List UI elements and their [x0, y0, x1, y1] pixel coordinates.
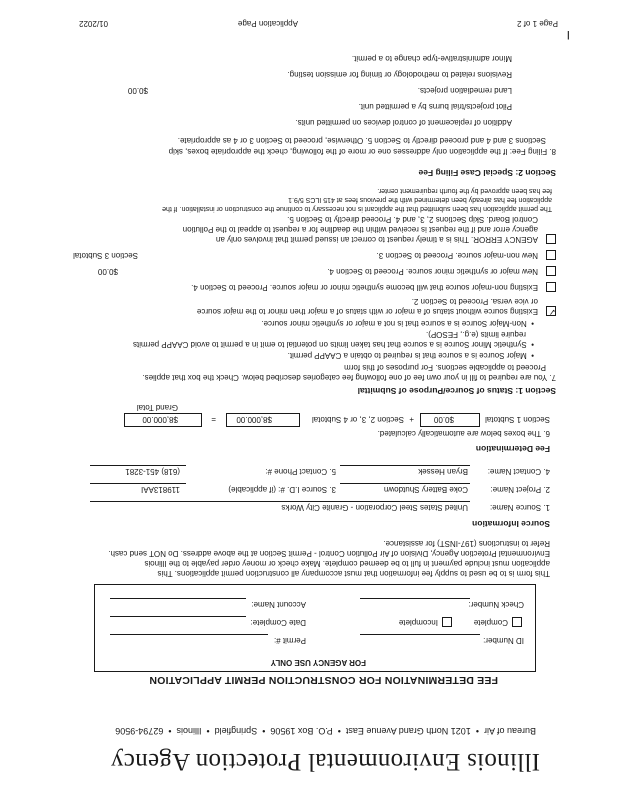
option-agency-error-cont1: agency error and if the request is received within the deadline for a request to appeal to the Pollution: [182, 225, 538, 234]
incomplete-checkbox[interactable]: [442, 617, 452, 627]
address-pobox: P.O. Box 19506: [270, 726, 333, 736]
filing-item-5: Minor administrative-type change to a permit.: [351, 54, 512, 63]
footer-page-number: Page 1 of 2: [517, 19, 558, 28]
option-agency-error-checkbox[interactable]: [546, 234, 556, 244]
contact-phone-line: [90, 465, 186, 466]
contact-phone-value: (618) 451-3281: [125, 467, 180, 476]
question-8: 8. Filing Fee: If the application only addresses one or more of the following, check the appropriate boxes, skip: [168, 147, 556, 156]
project-name-line: [340, 483, 470, 484]
option-existing-nonmajor-text: Existing non-major source that will become synthetic minor or major source. Proceed to Section 4.: [191, 283, 538, 292]
account-name: Account Name:: [251, 600, 306, 609]
definition-synthetic: • Synthetic Minor Source is a source that has taken limits on potential to emit in a permit to avoid CAAPP permits: [132, 340, 534, 349]
definition-synthetic-text: Synthetic Minor Source is a source that has taken limits on potential to emit in a permit to avoid CAAPP permits: [132, 340, 527, 349]
checkmark-icon: ✓: [548, 307, 556, 317]
section1-subtotal-value: $0.00: [433, 415, 454, 424]
footer-date: 01/2022: [79, 19, 108, 28]
source-name-label: 1. Source Name:: [489, 503, 550, 512]
source-info-heading: Source Information: [472, 519, 550, 529]
option-new-major-checkbox[interactable]: [546, 266, 556, 276]
project-name-label: 2. Project Name:: [490, 485, 550, 494]
address-city: Springfield: [214, 726, 258, 736]
definition-synthetic-cont: require limits (e.g., FESOP).: [425, 330, 526, 339]
definition-nonmajor-text: Non-Major Source is a source that is not a major or synthetic minor source.: [261, 319, 527, 328]
intro-line-4: Refer to instructions (197-INST) for assistance.: [383, 539, 550, 548]
complete-checkbox[interactable]: [512, 617, 522, 627]
boxes-note: 6. The boxes below are automatically calculated.: [377, 429, 550, 438]
option-agency-error-cont2: Control Board. Skip Sections 2, 3, and 4. Proceed directly to Section 5.: [287, 215, 538, 224]
agency-address: Bureau of Air • 1021 North Grand Avenue East • P.O. Box 19506 • Springfield • Illinois • 62794-9506: [115, 726, 536, 736]
contact-name-label: 4. Contact Name:: [487, 467, 550, 476]
source-name-line: [90, 501, 470, 502]
plus-sign: +: [409, 415, 414, 424]
agency-title: Illinois Environmental Protection Agency: [110, 748, 540, 775]
form-title: FEE DETERMINATION FOR CONSTRUCTION PERMIT APPLICATION: [149, 674, 498, 686]
contact-phone-label: 5. Contact Phone #:: [265, 467, 336, 476]
source-id-line: [90, 483, 186, 484]
id-number-label: ID Number:: [483, 636, 524, 645]
complete-label: Complete: [473, 618, 508, 627]
filing-item-4: Revisions related to methodology or timing for emission testing.: [287, 70, 512, 79]
section1-subtotal-label: Section 1 Subtotal: [485, 415, 550, 424]
grand-total-value: $8,000.00: [142, 415, 178, 424]
definition-nonmajor: • Non-Major Source is a source that is not a major or synthetic minor source.: [261, 319, 534, 328]
contact-name-value: Bryan Hessek: [418, 467, 468, 476]
permit-label: Permit #:: [273, 636, 306, 645]
date-complete-line: [110, 616, 246, 617]
address-street: 1021 North Grand Avenue East: [345, 726, 471, 736]
section1-heading: Section 1: Status of Source/Purpose of Submittal: [357, 386, 556, 396]
section3-reference: Section 3 Subtotal: [73, 251, 138, 260]
equals-sign: =: [211, 415, 216, 424]
section234-subtotal-value: $8,000.00: [236, 415, 272, 424]
fee-approval-note-2: application fee has already been determined with the previous fees at 415 ILCS 5/9.1: [288, 196, 552, 203]
grand-total-label: Grand Total: [136, 403, 178, 412]
proceed-note: Proceed to applicable sections. For purposes of this form: [344, 363, 546, 372]
check-number: Check Number:: [468, 600, 524, 609]
intro-line-1: This form is to be used to supply fee information that must accompany all construction permit applications. This: [157, 569, 550, 578]
filing-item-3: Land remediation projects.: [417, 86, 512, 95]
option-new-nonmajor-checkbox[interactable]: [546, 250, 556, 260]
option-agency-error-text: AGENCY ERROR. This is a timely request to correct an issued permit that involves only an: [215, 235, 538, 244]
section234-subtotal-label: Section 2, 3, or 4 Subtotal: [311, 415, 404, 424]
footer-mark: I: [566, 28, 570, 42]
fee-approval-note-3: fee has been approved by the fourth requirement center.: [377, 187, 552, 194]
contact-name-line: [340, 465, 470, 466]
filing-item-1: Addition of replacement of control devices on permitted units.: [295, 118, 512, 127]
date-complete: Date Complete:: [250, 618, 306, 627]
agency-use-heading: FOR AGENCY USE ONLY: [270, 658, 366, 667]
option-new-nonmajor-text: New non-major source. Proceed to Section 3.: [376, 251, 538, 260]
fee-determination-heading: Fee Determination: [475, 444, 550, 454]
option-new-major-amount: $0.00: [97, 267, 118, 276]
id-number-line: [360, 634, 480, 635]
option-existing-status-cont: or vice versa. Proceed to Section 2.: [411, 297, 538, 306]
footer-application-page: Application Page: [237, 19, 298, 28]
option-existing-status-text: Existing source without status of a major or with status of a major then minor to the major source: [196, 307, 538, 316]
question-7: 7. You are required to fill in your own fee of one following fee categories described below. Check the box that applies.: [142, 373, 556, 382]
address-zip: 62794-9506: [115, 726, 164, 736]
project-name-value: Coke Battery Shutdown: [383, 485, 468, 494]
account-name-line: [110, 598, 246, 599]
intro-line-2: application must include payment in full to be deemed complete. Make check or money order payable to the Illinois: [144, 559, 550, 568]
check-number-line: [360, 598, 470, 599]
option-new-major-text: New major or synthetic minor source. Proceed to Section 4.: [327, 267, 538, 276]
definition-major-text: Major Source is a source that is required to obtain a CAAPP permit.: [287, 351, 527, 360]
address-bureau: Bureau of Air: [483, 726, 536, 736]
definition-major: • Major Source is a source that is required to obtain a CAAPP permit.: [287, 351, 534, 360]
filing-item-2: Pilot projects/trial burns by a permitted unit.: [358, 102, 512, 111]
agency-permit: [274, 635, 306, 645]
source-id-value: 119813AAI: [141, 485, 180, 494]
fee-approval-note-1: The permit application has been submitted that the applicant is not necessary to continue the construction or installation. If the: [162, 205, 552, 212]
intro-line-3: Environmental Protection Agency, Division of Air Pollution Control - Permit Section at the above address. Do NOT send cash.: [108, 549, 550, 558]
question-8-cont: Sections 3 and 4 and proceed directly to Section 5. Otherwise, proceed to Section 3 or 4 as appropriate.: [177, 136, 546, 145]
incomplete-label: Incomplete: [398, 618, 438, 627]
agency-id-number: [483, 635, 524, 645]
section2-heading: Section 2: Special Case Filing Fee: [418, 168, 556, 178]
source-id-label: 3. Source I.D. #: (if applicable): [228, 485, 336, 494]
option-existing-nonmajor-checkbox[interactable]: [546, 282, 556, 292]
permit-line: [110, 634, 268, 635]
source-name-value: United States Steel Corporation - Granite City Works: [281, 503, 468, 512]
address-state: Illinois: [176, 726, 202, 736]
filing-fee-amount: $0.00: [127, 86, 148, 95]
